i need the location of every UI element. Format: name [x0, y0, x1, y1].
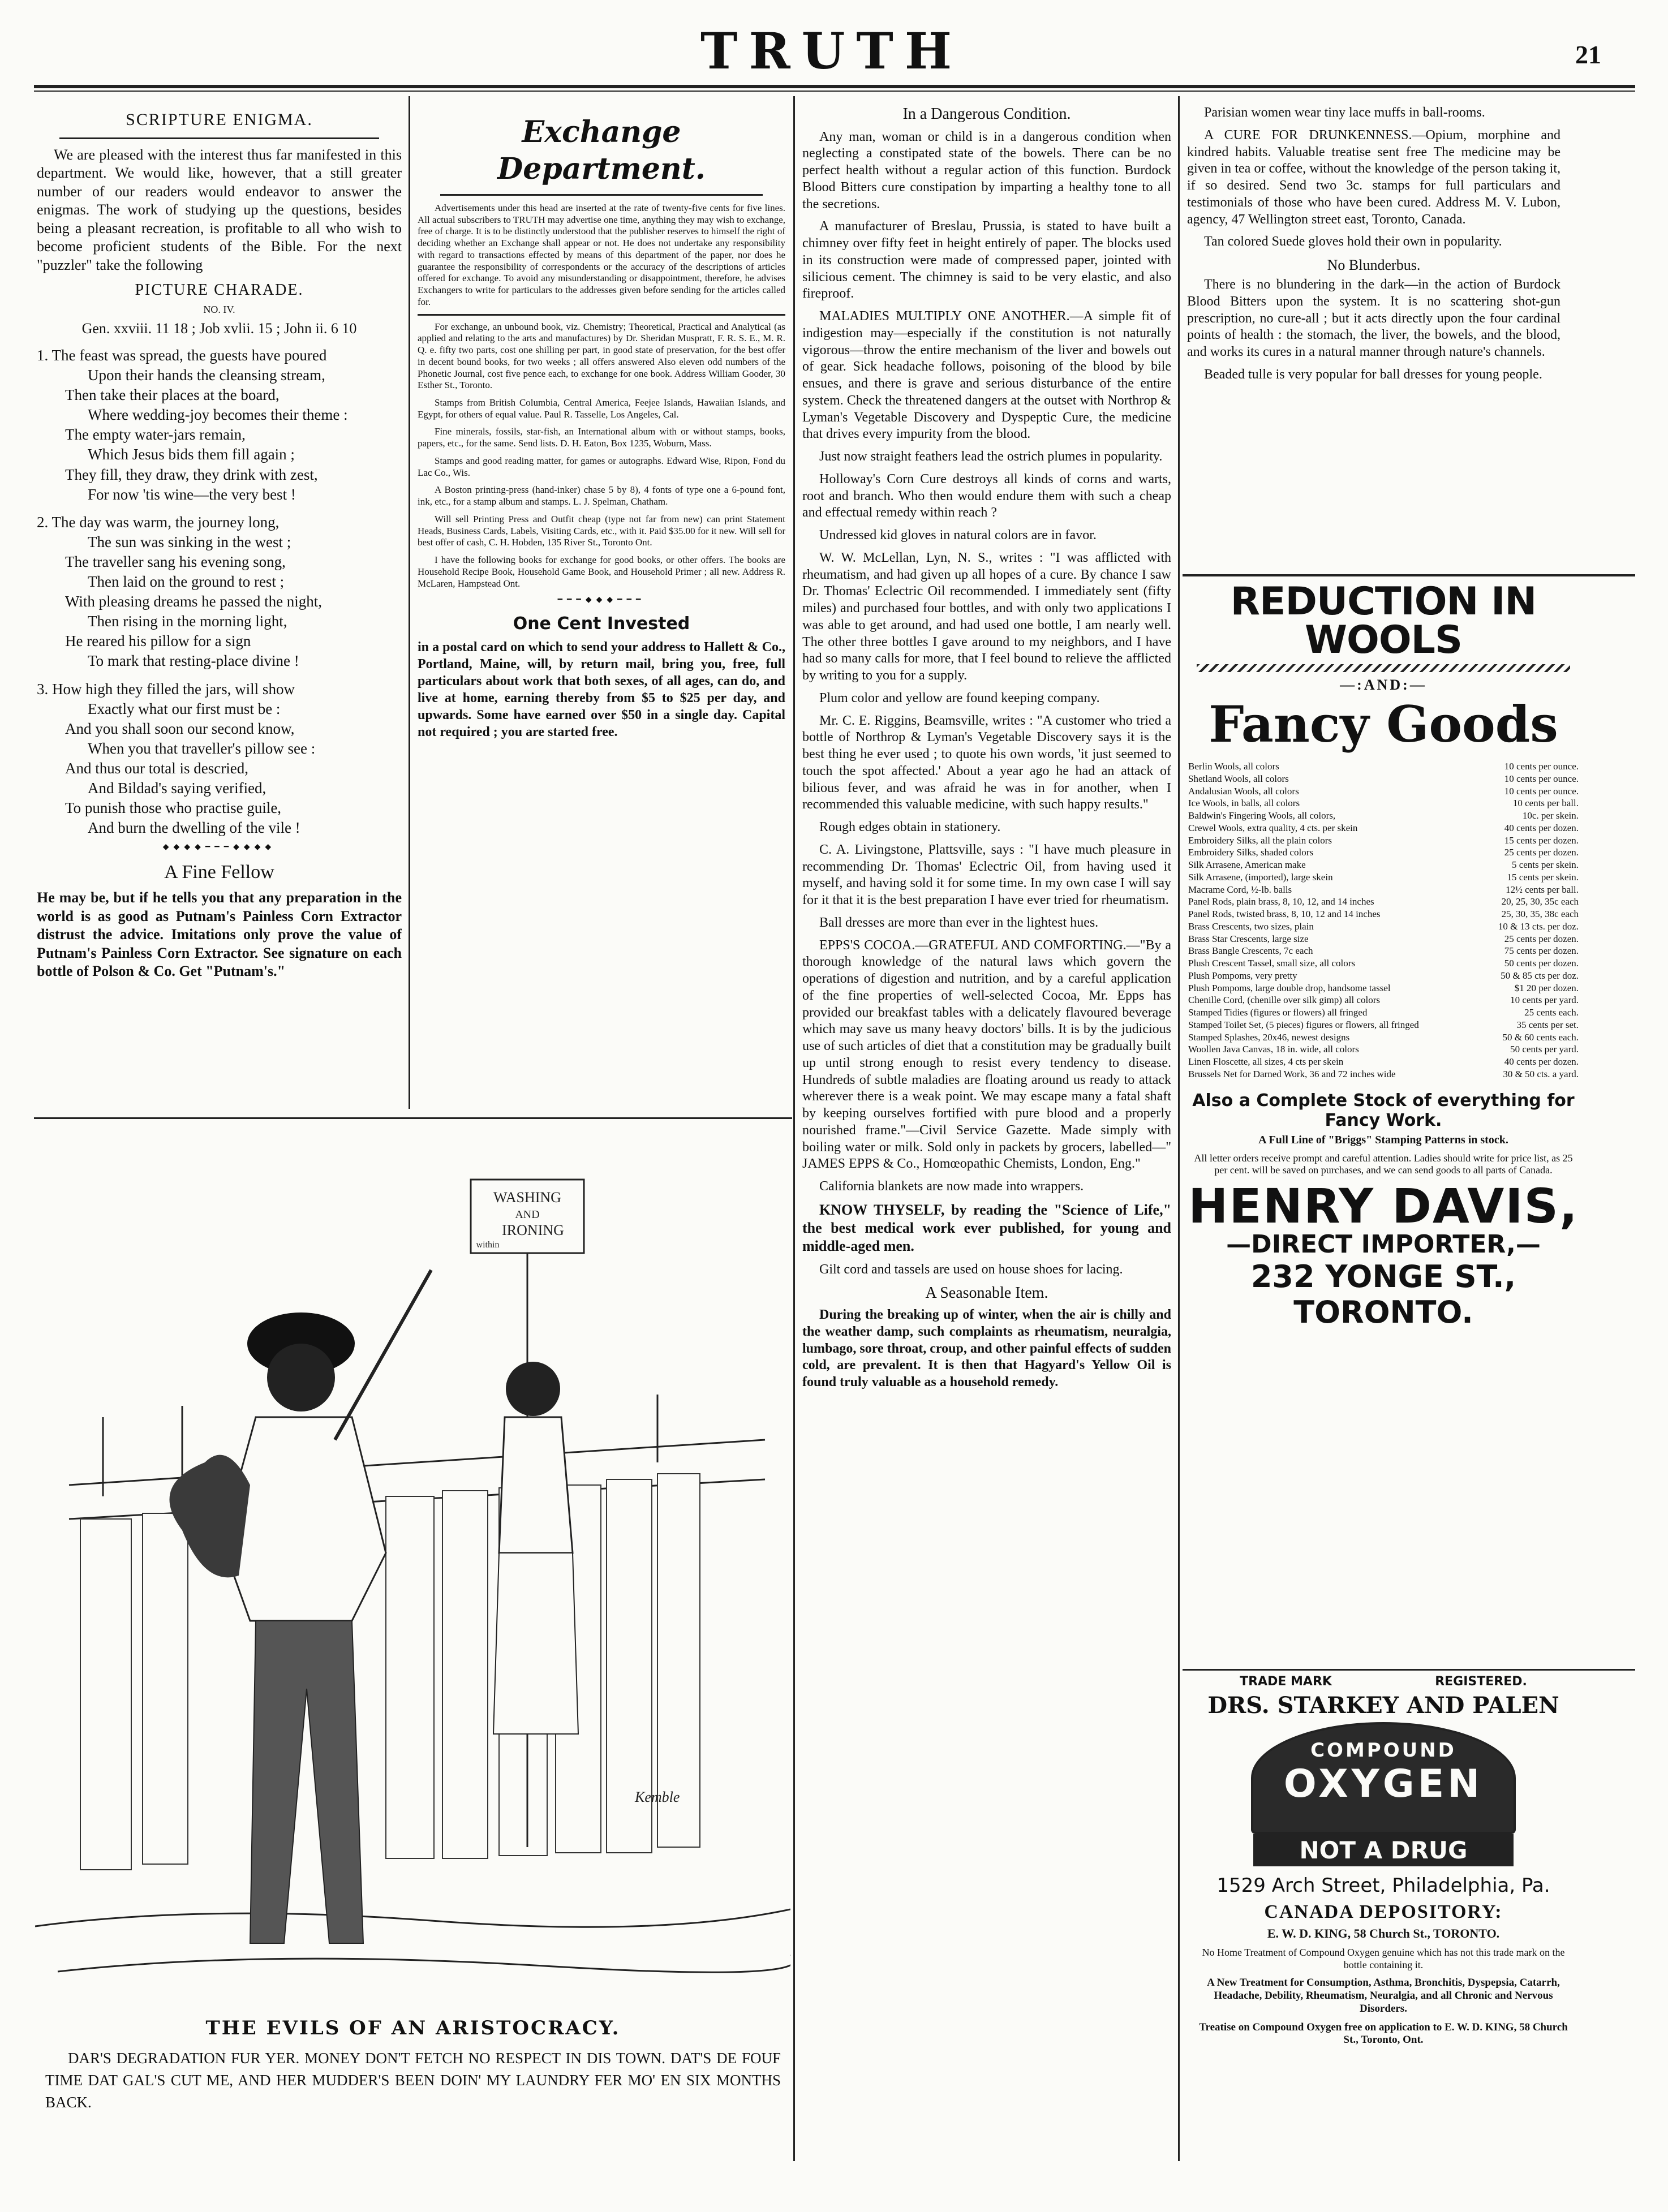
- charade-number: NO. IV.: [203, 304, 235, 315]
- verse-line: And thus our total is descried,: [65, 759, 248, 777]
- ornament-divider: ━━━◆◆◆━━━: [557, 596, 646, 605]
- enigma-intro: We are pleased with the interest thus far manifested in this department. We would like, however, that a still greater number of our readers would endeavor to answer the enigmas. The work of studying up the questions, besides being a pleasant recreation, is profitable to all who wish to become proficient students of the Bible. For the next "puzzler" take the following: [37, 146, 402, 273]
- know-thyself-text: KNOW THYSELF, by reading the "Science of Life," the best medical work ever published, for young and middle-aged men.: [802, 1201, 1171, 1255]
- price-row: [1188, 859, 1579, 871]
- price-row: [1188, 957, 1579, 970]
- verse-line: Then take their places at the board,: [65, 386, 280, 404]
- exchange-heading: Exchange Department.: [497, 115, 706, 186]
- price-value: 25 cents per dozen.: [1504, 847, 1579, 858]
- cartoon-caption-block: [45, 2017, 781, 2153]
- price-item: Stamped Tidies (figures or flowers) all fringed: [1188, 1007, 1368, 1018]
- treatise-offer: Treatise on Compound Oxygen free on application to E. W. D. KING, 58 Church St., Toronto, Ont.: [1199, 2021, 1568, 2046]
- fine-fellow-heading: A Fine Fellow: [164, 861, 274, 883]
- price-list: [1188, 760, 1579, 1081]
- price-value: 50 cents per dozen.: [1504, 958, 1579, 969]
- cartoon-illustration: [35, 1123, 790, 2011]
- price-value: 25 cents each.: [1524, 1007, 1579, 1018]
- new-treatment: A New Treatment for Consumption, Asthma, Bronchitis, Dyspepsia, Catarrh, Headache, Debility, Rheumatism, Neuralgia, and all Chronic and Nervous Disorders.: [1207, 1977, 1560, 2015]
- cartoon-drawing: [35, 1123, 790, 2011]
- price-row: [1188, 970, 1579, 982]
- sign-and: AND: [515, 1208, 540, 1221]
- gilt-cord-text: Gilt cord and tassels are used on house shoes for lacing.: [819, 1262, 1123, 1277]
- verse-one: [37, 346, 402, 505]
- fine-fellow-text: He may be, but if he tells you that any preparation in the world is as good as Putnam's Painless Corn Extractor distrust the advice. Imitations only prove the value of Putnam's Painless Corn Extractor. See signature on each bottle of Polson & Co. Get "Putnam's.": [37, 889, 402, 980]
- exchange-items: [418, 321, 785, 590]
- verse-three: [37, 679, 402, 838]
- price-value: 10c. per skein.: [1522, 810, 1579, 821]
- exchange-item: A Boston printing-press (hand-inker) chase 5 by 8), 4 fonts of type one a 6-pound font, ink, etc., for a stamp album and stamps. L. J. Spelman, Chatham.: [418, 484, 785, 507]
- verse-line: Then rising in the morning light,: [88, 613, 287, 630]
- price-value: 10 cents per ounce.: [1504, 761, 1579, 772]
- starkey-palen: DRS. STARKEY AND PALEN: [1207, 1692, 1559, 1719]
- not-a-drug: NOT A DRUG: [1253, 1834, 1514, 1866]
- price-row: [1188, 773, 1579, 785]
- cartoon-border-top: [34, 1117, 792, 1119]
- scripture-enigma-heading: SCRIPTURE ENIGMA.: [126, 110, 313, 129]
- oxygen-logo: [1251, 1722, 1516, 1834]
- danger-text: Any man, woman or child is in a dangerous condition when neglecting a constipated state of the bowels. There can be no perfect health without a regular action of this function. Burdock Blood Bitters cure constipation by imparting a healthy tone to all the secretions.: [802, 129, 1171, 212]
- page-number: 21: [1575, 40, 1601, 69]
- exchange-item: For exchange, an unbound book, viz. Chemistry; Theoretical, Practical and Analytical (as applied and relating to the arts and manufactures) by Dr. Sheridan Muspratt, F. R. S. E., M. R. Q. e. fifty two parts, cost one shilling per part, in good state of preservation, for the best offer in decent bound books, for two weeks ; all offers answered Also eleven odd numbers of the Phonetic Journal, cost five pence each, to exchange for one book. Address William Gooder, 30 Esther St., Toronto.: [418, 321, 785, 391]
- price-item: Brussels Net for Darned Work, 36 and 72 inches wide: [1188, 1068, 1396, 1079]
- price-item: Andalusian Wools, all colors: [1188, 785, 1299, 797]
- price-value: 10 cents per ball.: [1512, 798, 1579, 809]
- price-value: 10 & 13 cts. per doz.: [1498, 920, 1579, 932]
- tulle-text: Beaded tulle is very popular for ball dresses for young people.: [1204, 367, 1542, 382]
- verse-line: To mark that resting-place divine !: [88, 652, 299, 670]
- price-item: Linen Floscette, all sizes, 4 cts per skein: [1188, 1056, 1344, 1067]
- orders-note: All letter orders receive prompt and careful attention. Ladies should write for price list, as 25 per cent. will be saved on purchases, and we can send goods to all parts of Canada.: [1194, 1152, 1573, 1176]
- price-row: [1188, 834, 1579, 847]
- breslau-text: A manufacturer of Breslau, Prussia, is stated to have built a chimney over fifty feet in height entirely of paper. The blocks used in its construction were made of compressed paper, jointed with silicious cement. The chimney is said to be very elastic, and also fireproof.: [802, 219, 1171, 302]
- price-row: [1188, 994, 1579, 1006]
- price-item: Berlin Wools, all colors: [1188, 761, 1279, 772]
- verse-line: 2. The day was warm, the journey long,: [37, 513, 280, 531]
- complete-stock: Also a Complete Stock of everything for Fancy Work.: [1192, 1090, 1575, 1130]
- price-item: Brass Star Crescents, large size: [1188, 933, 1309, 944]
- price-row: [1188, 785, 1579, 798]
- verse-line: 3. How high they filled the jars, will show: [37, 680, 295, 698]
- masthead-rule-thin: [34, 91, 1635, 92]
- price-value: 10 cents per yard.: [1510, 995, 1579, 1006]
- blunderbus-heading: No Blunderbus.: [1327, 257, 1421, 273]
- exchange-item: Will sell Printing Press and Outfit cheap (type not far from new) can print Statement Heads, Business Cards, Labels, Visiting Cards, etc., with it. Paid $35.00 for it new. Will sell for best offer of cash, C. H. Hobden, 135 River St., Toronto Ont.: [418, 513, 785, 548]
- price-item: Stamped Splashes, 20x46, newest designs: [1188, 1031, 1350, 1043]
- king-address: E. W. D. KING, 58 Church St., TORONTO.: [1267, 1926, 1500, 1940]
- price-item: Plush Pompoms, large double drop, handsome tassel: [1188, 982, 1391, 993]
- ad-border-top: [1183, 574, 1635, 576]
- price-value: 25 cents per dozen.: [1504, 933, 1579, 944]
- blunderbus-text: There is no blundering in the dark—in the action of Burdock Blood Bitters upon the system. It is no scattering shot-gun prescription, no cure-all ; but it acts directly upon the four cardinal points of health : the stomach, the liver, the bowels, and the blood, and works its cures in a natural manner through nature's channels.: [1187, 277, 1560, 360]
- exchange-item: Stamps from British Columbia, Central America, Feejee Islands, Hawaiian Islands, and Egypt, for others of equal value. Paul R. Tasselle, Los Angeles, Cal.: [418, 397, 785, 420]
- price-value: 40 cents per dozen.: [1504, 822, 1579, 833]
- price-row: [1188, 797, 1579, 810]
- price-value: 25, 30, 35, 38c each: [1501, 909, 1579, 919]
- charade-title: PICTURE CHARADE.: [135, 281, 304, 299]
- price-item: Woollen Java Canvas, 18 in. wide, all colors: [1188, 1044, 1359, 1055]
- seasonable-heading: A Seasonable Item.: [925, 1284, 1048, 1302]
- yonge-street-address: 232 YONGE ST., TORONTO.: [1250, 1258, 1516, 1330]
- reduction-heading: REDUCTION IN WOOLS: [1230, 583, 1537, 662]
- price-row: [1188, 945, 1579, 957]
- seasonable-text: During the breaking up of winter, when the air is chilly and the weather damp, such complaints as rheumatism, neuralgia, lumbago, sore throat, croup, and other painful effects of sudden cold, are prevalent. It is then that Hagyard's Yellow Oil is found truly valuable as a household remedy.: [802, 1307, 1171, 1390]
- verse-line: And you shall soon our second know,: [65, 720, 295, 737]
- verse-line: Exactly what our first must be :: [88, 700, 281, 717]
- plum-text: Plum color and yellow are found keeping company.: [819, 690, 1100, 705]
- drunkenness-cure-text: A CURE FOR DRUNKENNESS.—Opium, morphine and kindred habits. Valuable treatise sent free The medicine may be given in tea or coffee, without the knowledge of the person taking it, if so desired. Send two 3c. stamps for full particulars and testimonials of those who have been cured. Address M. V. Lubon, agency, 47 Wellington street east, Toronto, Canada.: [1187, 127, 1560, 227]
- price-value: 20, 25, 30, 35c each: [1501, 896, 1579, 907]
- column-divider: [409, 96, 410, 1109]
- artist-signature: Kemble: [635, 1789, 680, 1805]
- verse-line: Where wedding-joy becomes their theme :: [88, 406, 348, 424]
- ad-border-oxygen: [1183, 1669, 1635, 1671]
- price-row: [1188, 933, 1579, 945]
- column-exchange-department: [418, 105, 785, 1112]
- sign-washing: WASHING: [493, 1189, 561, 1206]
- direct-importer: —DIRECT IMPORTER,—: [1226, 1229, 1541, 1259]
- price-value: $1 20 per dozen.: [1514, 982, 1579, 993]
- price-item: Silk Arrasene, American make: [1188, 859, 1306, 870]
- rough-edges-text: Rough edges obtain in stationery.: [819, 820, 1001, 835]
- price-value: 50 & 85 cts per doz.: [1501, 970, 1579, 981]
- verse-line: Upon their hands the cleansing stream,: [88, 367, 325, 384]
- mclellan-text: W. W. McLellan, Lyn, N. S., writes : "I was afflicted with rheumatism, and had given up all hopes of a cure. By chance I saw Dr. Thomas' Eclectric Oil recommended. I immediately sent (fifty miles) and purchased four bottles, and with only two applications I was able to get around, and had used one bottle, I am nearly well. The other three bottles I gave around to my neighbors, and I have had so many calls for more, that I feel bound to relieve the afflicted by writing to you for a supply.: [802, 550, 1171, 683]
- price-item: Plush Pompoms, very pretty: [1188, 970, 1297, 981]
- henry-davis: HENRY DAVIS,: [1188, 1178, 1579, 1234]
- exchange-item: Stamps and good reading matter, for games or autographs. Edward Wise, Ripon, Fond du Lac Co., Wis.: [418, 455, 785, 478]
- price-row: [1188, 1043, 1579, 1056]
- blankets-text: California blankets are now made into wrappers.: [819, 1179, 1084, 1194]
- price-item: Baldwin's Fingering Wools, all colors,: [1188, 810, 1336, 821]
- ornament-divider: ◆◆◆◆━━━◆◆◆◆: [162, 843, 276, 852]
- verse-line: And burn the dwelling of the vile !: [88, 819, 300, 837]
- cartoon-caption: THE EVILS OF AN ARISTOCRACY.: [205, 2017, 621, 2039]
- price-value: 50 & 60 cents each.: [1502, 1031, 1579, 1043]
- price-value: 75 cents per dozen.: [1504, 945, 1579, 957]
- verse-line: To punish those who practise guile,: [65, 799, 282, 817]
- masthead-rule: [34, 85, 1635, 88]
- price-item: Macrame Cord, ½-lb. balls: [1188, 884, 1292, 895]
- verse-line: Then laid on the ground to rest ;: [88, 573, 285, 591]
- price-row: [1188, 1006, 1579, 1019]
- column-divider: [793, 96, 795, 2161]
- price-item: Stamped Toilet Set, (5 pieces) figures or flowers, all fringed: [1188, 1019, 1419, 1030]
- verse-line: When you that traveller's pillow see :: [88, 739, 316, 757]
- price-row: [1188, 871, 1579, 884]
- maladies-text: MALADIES MULTIPLY ONE ANOTHER.—A simple fit of indigestion may—especially if the constitution is not naturally vigorous—throw the entire mechanism of the liver and bowels out of gear. Sick headache follows, poisoning of the blood by bile ensues, and there is grave and serious disturbance of the entire system. Check the threatened dangers at the outset with Northrop & Lyman's Vegetable Discovery and Dyspeptic Cure, the medicine that drives every impurity from the blood.: [802, 309, 1171, 442]
- price-value: 5 cents per skein.: [1511, 859, 1579, 870]
- price-row: [1188, 760, 1579, 773]
- danger-heading: In a Dangerous Condition.: [902, 105, 1071, 123]
- price-item: Chenille Cord, (chenille over silk gimp) all colors: [1188, 995, 1380, 1006]
- price-row: [1188, 1031, 1579, 1044]
- holloway-text: Holloway's Corn Cure destroys all kinds of corns and warts, root and branch. Who then would endure them with such a cheap and effectual remedy within reach ?: [802, 471, 1171, 520]
- compound-oxygen-ad: [1188, 1675, 1579, 2161]
- price-item: Brass Bangle Crescents, 7c each: [1188, 945, 1313, 957]
- trade-mark-label: TRADE MARK: [1240, 1675, 1332, 1689]
- epps-cocoa-text: EPPS'S COCOA.—GRATEFUL AND COMFORTING.—"By a thorough knowledge of the natural laws which govern the operations of digestion and nutrition, and by a careful application of the fine properties of well-selected Cocoa, Mr. Epps has provided our breakfast tables with a delicately flavoured beverage which may save us many heavy doctors' bills. It is by the judicious use of such articles of diet that a constitution may be gradually built up until strong enough to resist every tendency to disease. Hundreds of subtle maladies are floating around us ready to attack wherever there is a weak point. We may escape many a fatal shaft by keeping ourselves fortified with pure blood and a properly nourished frame."—Civil Service Gazette. Made simply with boiling water or milk. Sold only in packets by grocers, labelled—" JAMES EPPS & Co., Homœopathic Chemists, London, Eng.": [802, 937, 1171, 1172]
- sign-within: within: [476, 1240, 500, 1250]
- exchange-item: Fine minerals, fossils, star-fish, an International album with or without stamps, books, papers, etc., for the same. Send lists. D. H. Eaton, Box 1235, Woburn, Mass.: [418, 426, 785, 449]
- exchange-notice: Advertisements under this head are inserted at the rate of twenty-five cents for five lines. All actual subscribers to TRUTH may advertise one time, anything they may wish to exchange, free of charge. It is to be distinctly understood that the publisher reserves to himself the right of deciding whether an Exchange shall appear or not. He does not undertake any responsibility with regard to transactions effected by means of this department of the paper, nor does he guarantee the responsibility of correspondents or the accuracy of the descriptions of articles offered for exchange. To avoid any misunderstanding or disappointment, therefore, he advises Exchangers to write for particulars to the addresses given before sending for the articles called for.: [418, 203, 785, 307]
- cartoon-dialogue: DAR'S DEGRADATION FUR YER. MONEY DON'T FETCH NO RESPECT IN DIS TOWN. DAT'S DE FOUF TIME DAT GAL'S CUT ME, AND HER MUDDER'S BEEN DOIN' MY LAUNDRY FER MO' EN SIX MONTHS BACK.: [45, 2050, 781, 2111]
- price-value: 40 cents per dozen.: [1504, 1056, 1579, 1067]
- ball-dresses-text: Ball dresses are more than ever in the lightest hues.: [819, 915, 1099, 930]
- price-item: Ice Wools, in balls, all colors: [1188, 798, 1300, 809]
- column-divider: [1178, 96, 1180, 2161]
- price-item: Embroidery Silks, shaded colors: [1188, 847, 1313, 858]
- price-row: [1188, 920, 1579, 933]
- verse-line: With pleasing dreams he passed the night,: [65, 593, 323, 610]
- price-item: Embroidery Silks, all the plain colors: [1188, 834, 1332, 846]
- price-row: [1188, 896, 1579, 908]
- price-value: 10 cents per ounce.: [1504, 773, 1579, 784]
- column-misc: [802, 105, 1171, 2158]
- sign-ironing: IRONING: [502, 1222, 564, 1238]
- kid-gloves-text: Undressed kid gloves in natural colors are in favor.: [819, 528, 1097, 543]
- verse-line: The sun was sinking in the west ;: [88, 533, 291, 550]
- canada-depository: CANADA DEPOSITORY:: [1264, 1901, 1503, 1922]
- one-cent-heading: One Cent Invested: [513, 613, 690, 634]
- riggins-text: Mr. C. E. Riggins, Beamsville, writes : "A customer who tried a bottle of Northrop & Lyman's Vegetable Discovery says it is the best thing he ever used ; to quote his own words, 'it just seemed to touch the spot affected.' About a year ago he had an attack of bilious fever, and was afraid he was in for another, when I recommended this valuable medicine, with such happy results.": [802, 713, 1171, 812]
- price-item: Panel Rods, twisted brass, 8, 10, 12 and 14 inches: [1188, 909, 1381, 919]
- price-row: [1188, 908, 1579, 920]
- and-separator: —:AND:—: [1340, 677, 1427, 693]
- heading-rule: [59, 137, 379, 139]
- price-row: [1188, 810, 1579, 822]
- verse-line: And Bildad's saying verified,: [88, 779, 266, 797]
- price-row: [1188, 982, 1579, 995]
- price-value: 15 cents per dozen.: [1504, 834, 1579, 846]
- masthead-title: TRUTH: [700, 21, 963, 80]
- price-item: Panel Rods, plain brass, 8, 10, 12, and 14 inches: [1188, 896, 1374, 907]
- verse-line: The traveller sang his evening song,: [65, 553, 286, 570]
- notice-rule: [418, 314, 785, 316]
- price-item: Plush Crescent Tassel, small size, all colors: [1188, 958, 1356, 969]
- arch-street-address: 1529 Arch Street, Philadelphia, Pa.: [1216, 1874, 1550, 1897]
- suede-text: Tan colored Suede gloves hold their own in popularity.: [1204, 234, 1502, 249]
- price-row: [1188, 1056, 1579, 1068]
- parisian-text: Parisian women wear tiny lace muffs in ball-rooms.: [1204, 105, 1485, 120]
- price-value: 10 cents per ounce.: [1504, 785, 1579, 797]
- price-item: Silk Arrasene, (imported), large skein: [1188, 871, 1333, 883]
- column-scripture-enigma: [37, 105, 402, 1112]
- price-row: [1188, 1019, 1579, 1031]
- livingstone-text: C. A. Livingstone, Plattsville, says : "I have much pleasure in recommending Dr. Thomas' Eclectric Oil, from having used it myself, and having sold it for some time. In my own case I will say for it that it is the best preparation I have ever tried for rheumatism.: [802, 842, 1171, 908]
- price-item: Crewel Wools, extra quality, 4 cts. per skein: [1188, 822, 1358, 833]
- price-value: 50 cents per yard.: [1510, 1044, 1579, 1055]
- one-cent-text: in a postal card on which to send your address to Hallett & Co., Portland, Maine, will, by return mail, bring you, free, full particulars about work that both sexes, of all ages, can do, and live at home, earning thereby from $5 to $25 per day, and upwards. Some have earned over $50 in a single day. Capital not required ; you are started free.: [418, 640, 785, 740]
- registered-label: REGISTERED.: [1435, 1675, 1527, 1689]
- verse-line: 1. The feast was spread, the guests have poured: [37, 347, 327, 364]
- oxygen-label: OXYGEN: [1283, 1762, 1484, 1806]
- price-value: 12½ cents per ball.: [1506, 884, 1579, 895]
- briggs-line: A Full Line of "Briggs" Stamping Patterns in stock.: [1258, 1133, 1508, 1146]
- feathers-text: Just now straight feathers lead the ostrich plumes in popularity.: [819, 449, 1163, 464]
- wools-advertisement: [1188, 583, 1579, 1669]
- price-item: Shetland Wools, all colors: [1188, 773, 1289, 784]
- compound-label: COMPOUND: [1310, 1739, 1456, 1762]
- price-row: [1188, 1068, 1579, 1081]
- verse-line: He reared his pillow for a sign: [65, 632, 251, 650]
- verse-line: They fill, they draw, they drink with zest,: [65, 466, 318, 483]
- verse-line: For now 'tis wine—the very best !: [88, 485, 296, 503]
- verse-line: Which Jesus bids them fill again ;: [88, 446, 295, 463]
- verse-two: [37, 513, 402, 672]
- price-item: Brass Crescents, two sizes, plain: [1188, 920, 1314, 932]
- fancy-goods-heading: Fancy Goods: [1209, 695, 1558, 754]
- decorative-rule: [1197, 664, 1570, 672]
- price-value: 30 & 50 cts. a yard.: [1503, 1068, 1579, 1079]
- price-row: [1188, 846, 1579, 859]
- no-home-treatment: No Home Treatment of Compound Oxygen genuine which has not this trade mark on the bottle containing it.: [1202, 1947, 1565, 1970]
- charade-references: Gen. xxviii. 11 18 ; Job xvlii. 15 ; John ii. 6 10: [81, 320, 357, 337]
- verse-line: The empty water-jars remain,: [65, 426, 246, 444]
- heading-rule: [440, 194, 763, 196]
- price-row: [1188, 884, 1579, 896]
- exchange-item: I have the following books for exchange for good books, or other offers. The books are Household Recipe Book, Household Game Book, and Household Primer ; all new. Address R. McLaren, Hampstead Ont.: [418, 554, 785, 589]
- price-value: 15 cents per skein.: [1507, 871, 1579, 883]
- price-row: [1188, 822, 1579, 834]
- price-value: 35 cents per set.: [1516, 1019, 1579, 1030]
